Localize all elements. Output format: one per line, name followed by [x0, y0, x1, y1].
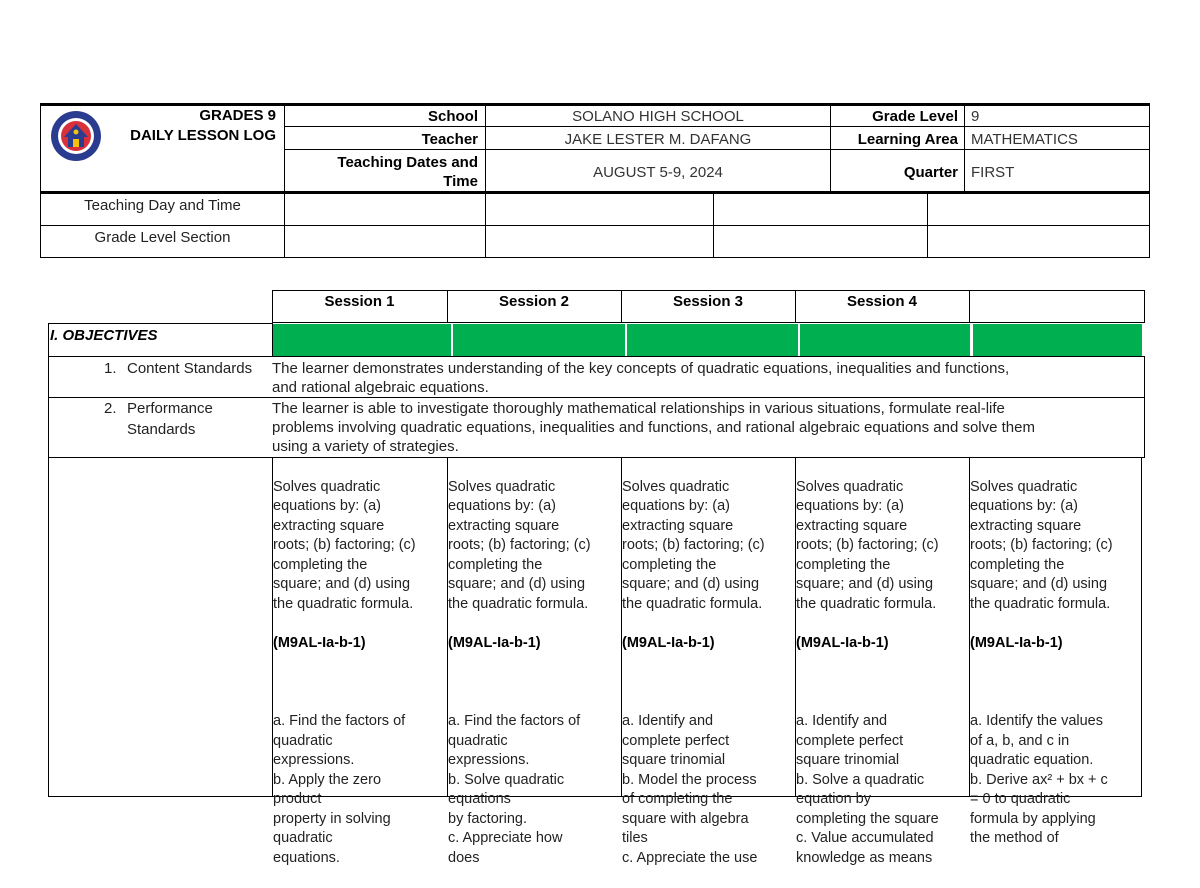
objective-band-session-3: [627, 324, 798, 356]
teaching-day-time-label: Teaching Day and Time: [84, 197, 241, 214]
competency-code-5: (M9AL-Ia-b-1): [970, 634, 1063, 651]
session-objectives-4: a. Identify and complete perfect square trinomial b. Solve a quadratic equation by completing the square c. Value accumulated knowledge as means: [796, 713, 939, 866]
session-objectives-3: a. Identify and complete perfect square trinomial b. Model the process of completing the square with algebra tiles c. Appreciate the use: [622, 713, 758, 866]
session-objectives-1: a. Find the factors of quadratic expressions. b. Apply the zero product property in solving quadratic equations.: [273, 713, 406, 866]
session-header-4: Session 4: [846, 293, 918, 310]
competency-code-1: (M9AL-Ia-b-1): [273, 634, 366, 651]
competency-code-4: (M9AL-Ia-b-1): [796, 634, 889, 651]
session-objectives-5: a. Identify the values of a, b, and c in quadratic equation. b. Derive ax² + bx + c = 0 to quadratic formula by applying the method of: [970, 713, 1108, 846]
objective-band-session-5: [973, 324, 1142, 356]
teaching-dates-value: AUGUST 5-9, 2024: [593, 164, 723, 181]
session-header-3: Session 3: [672, 293, 744, 310]
competency-code-3: (M9AL-Ia-b-1): [622, 634, 715, 651]
session-header-2: Session 2: [498, 293, 570, 310]
school-label: School: [427, 108, 478, 125]
deped-seal-logo: [50, 110, 102, 162]
learning-area-value: MATHEMATICS: [971, 131, 1078, 148]
competency-code-2: (M9AL-Ia-b-1): [448, 634, 541, 651]
teaching-dates-label-line1: Teaching Dates and: [337, 154, 478, 171]
learning-area-label: Learning Area: [857, 131, 958, 148]
teaching-dates-label-line2: Time: [443, 173, 478, 190]
competency-text-4: Solves quadratic equations by: (a) extracting square roots; (b) factoring; (c) completing the square; and (d) using the quadratic formula.: [796, 478, 939, 612]
session-header-1: Session 1: [324, 293, 395, 310]
objective-band-session-1: [273, 324, 451, 356]
dll-label: DAILY LESSON LOG: [130, 127, 276, 144]
competency-text-3: Solves quadratic equations by: (a) extracting square roots; (b) factoring; (c) completing the square; and (d) using the quadratic formula.: [622, 478, 765, 612]
teacher-label: Teacher: [421, 131, 478, 148]
school-value: SOLANO HIGH SCHOOL: [572, 108, 744, 125]
performance-standards-text-line1: The learner is able to investigate thoroughly mathematical relationships in various situations, formulate real-life: [272, 400, 1005, 417]
quarter-label: Quarter: [903, 164, 958, 181]
content-standards-text-line1: The learner demonstrates understanding of the key concepts of quadratic equations, inequalities and functions,: [272, 360, 1010, 377]
quarter-value: FIRST: [971, 164, 1015, 181]
session-3-cell: [622, 458, 795, 866]
content-standards-label: Content Standards: [127, 360, 253, 377]
session-2-cell: [448, 458, 621, 866]
teacher-value: JAKE LESTER M. DAFANG: [564, 131, 752, 148]
session-1-cell: [273, 458, 447, 866]
performance-standards-text-line2: problems involving quadratic equations, inequalities and functions, and rational algebraic equations and solve them: [272, 419, 1035, 436]
grade-level-section-label: Grade Level Section: [94, 229, 231, 246]
competency-text-2: Solves quadratic equations by: (a) extracting square roots; (b) factoring; (c) completing the square; and (d) using the quadratic formula.: [448, 478, 591, 612]
grade-level-value: 9: [971, 108, 980, 125]
session-4-cell: [796, 458, 969, 866]
session-5-cell: [970, 458, 1141, 846]
objectives-heading: I. OBJECTIVES: [50, 327, 158, 344]
objective-band-session-4: [800, 324, 970, 356]
objective-band-session-2: [453, 324, 625, 356]
content-standards-text-line2: and rational algebraic equations.: [272, 379, 489, 396]
performance-standards-number: 2.: [104, 400, 117, 417]
performance-standards-label-line1: Performance: [127, 400, 213, 417]
competency-text-5: Solves quadratic equations by: (a) extracting square roots; (b) factoring; (c) completing the square; and (d) using the quadratic formula.: [970, 478, 1113, 612]
session-objectives-2: a. Find the factors of quadratic expressions. b. Solve quadratic equations by factoring. c. Appreciate how does: [448, 713, 581, 866]
competency-text-1: Solves quadratic equations by: (a) extracting square roots; (b) factoring; (c) completing the square; and (d) using the quadratic formula.: [273, 478, 416, 612]
content-standards-number: 1.: [104, 360, 117, 377]
grades-label: GRADES 9: [199, 107, 276, 124]
performance-standards-label-line2: Standards: [127, 421, 196, 438]
performance-standards-text-line3: using a variety of strategies.: [272, 438, 459, 455]
grade-level-label: Grade Level: [872, 108, 958, 125]
